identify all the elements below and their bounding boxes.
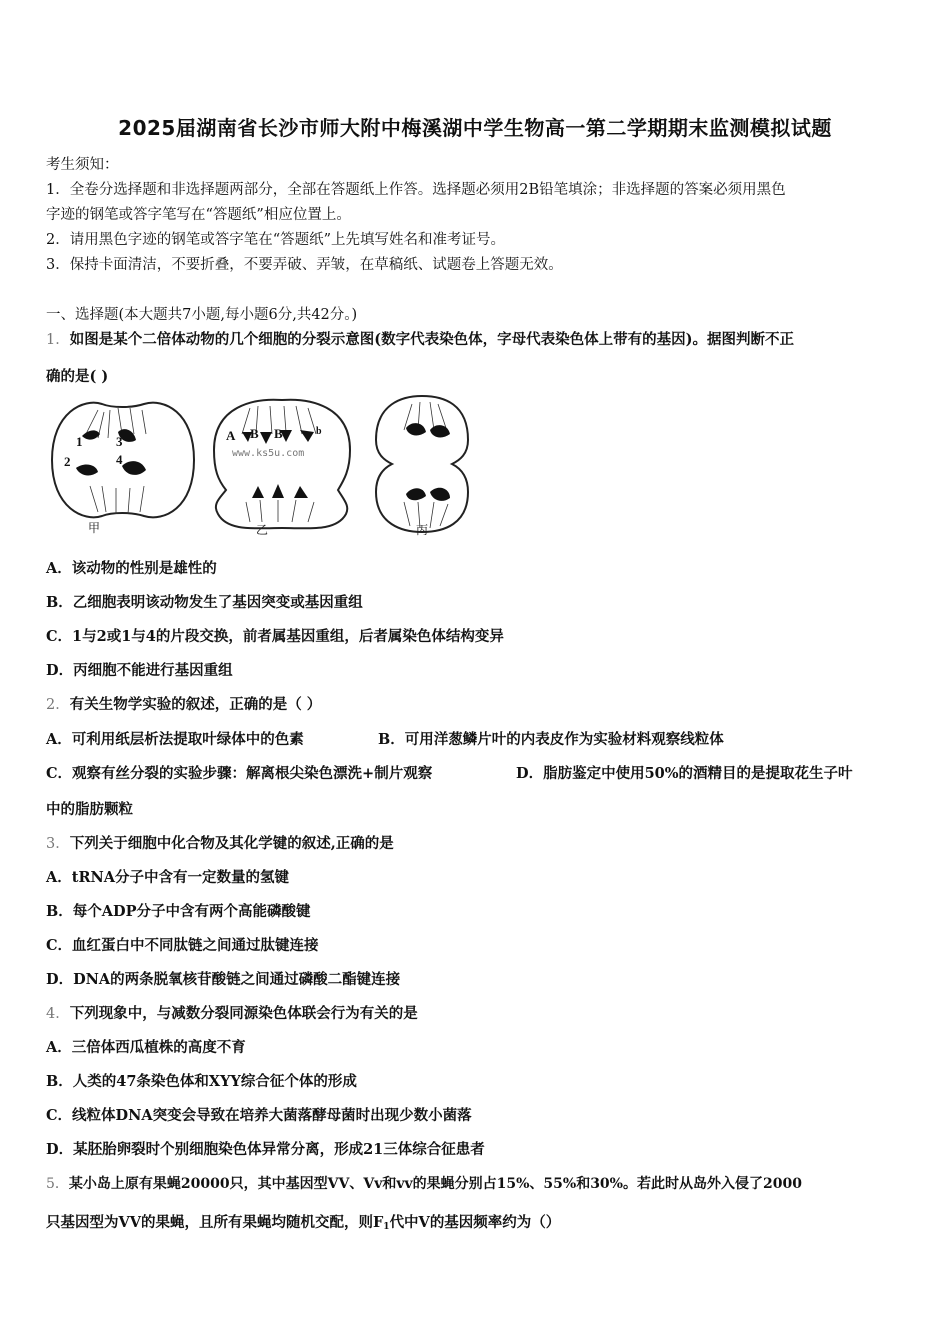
question-number: 2． — [46, 697, 70, 713]
section-heading: 一、选择题(本大题共7小题,每小题6分,共42分。) — [46, 307, 358, 323]
option: B．人类的47条染色体和XYY综合征个体的形成 — [46, 1073, 357, 1090]
question-2-stem: 2．有关生物学实验的叙述，正确的是（ ） — [46, 696, 322, 713]
option: C．线粒体DNA突变会导致在培养大菌落酵母菌时出现少数小菌落 — [46, 1107, 472, 1124]
watermark: www.ks5u.com — [232, 448, 305, 459]
gene-label: b — [316, 426, 322, 437]
cell-label-yi: 乙 — [256, 523, 269, 537]
question-1-stem: 1．如图是某个二倍体动物的几个细胞的分裂示意图(数字代表染色体，字母代表染色体上带有的基因)。据图判断不正 — [46, 331, 794, 348]
option: C．1与2或1与4的片段交换，前者属基因重组，后者属染色体结构变异 — [46, 628, 504, 645]
option: A．tRNA分子中含有一定数量的氢键 — [46, 869, 290, 886]
option: C．观察有丝分裂的实验步骤：解离根尖染色漂洗+制片观察 — [46, 765, 433, 782]
cell-label-bing: 丙 — [416, 523, 429, 537]
notice-header: 考生须知： — [46, 157, 119, 173]
gene-label: B — [250, 426, 259, 441]
chromosome-label: 2 — [64, 454, 71, 469]
chromosome-label: 3 — [116, 434, 123, 449]
question-1-stem-cont: 确的是( ) — [46, 368, 109, 385]
cell-diagram — [46, 394, 470, 540]
option: B．每个ADP分子中含有两个高能磷酸键 — [46, 903, 311, 920]
option: D．某胚胎卵裂时个别细胞染色体异常分离，形成21三体综合征患者 — [46, 1141, 485, 1158]
option: D．丙细胞不能进行基因重组 — [46, 662, 233, 679]
question-4-stem: 4．下列现象中，与减数分裂同源染色体联会行为有关的是 — [46, 1005, 418, 1022]
question-number: 4． — [46, 1006, 70, 1022]
cell-division-figure — [46, 394, 470, 540]
option: C．血红蛋白中不同肽链之间通过肽键连接 — [46, 937, 319, 954]
chromosome-label: 4 — [116, 452, 123, 467]
question-5-stem-cont: 只基因型为VV的果蝇，且所有果蝇均随机交配，则$F_1$代中V的基因频率约为（） — [46, 1214, 561, 1232]
notice-item: 2．请用黑色字迹的钢笔或答字笔在“答题纸”上先填写姓名和准考证号。 — [46, 232, 506, 248]
question-5-stem: 5．某小岛上原有果蝇20000只，其中基因型VV、Vv和vv的果蝇分别占15%、55%和30%。若此时从岛外入侵了2000 — [46, 1176, 802, 1192]
question-number: 3． — [46, 836, 70, 852]
notice-item: 1．全卷分选择题和非选择题两部分，全部在答题纸上作答。选择题必须用2B铅笔填涂；非选择题的答案必须用黑色 — [46, 182, 786, 198]
option: A．三倍体西瓜植株的高度不育 — [46, 1039, 246, 1056]
question-number: 1． — [46, 332, 70, 348]
option: A．该动物的性别是雄性的 — [46, 560, 217, 577]
option: B．乙细胞表明该动物发生了基因突变或基因重组 — [46, 594, 363, 611]
page-title: 2025届湖南省长沙市师大附中梅溪湖中学生物高一第二学期期末监测模拟试题 — [118, 116, 832, 140]
question-3-stem: 3．下列关于细胞中化合物及其化学键的叙述,正确的是 — [46, 835, 394, 852]
notice-item: 3．保持卡面清洁，不要折叠，不要弄破、弄皱，在草稿纸、试题卷上答题无效。 — [46, 257, 563, 273]
cell-label-jia: 甲 — [88, 521, 101, 535]
gene-label: A — [226, 428, 236, 443]
question-number: 5． — [46, 1176, 69, 1192]
option: D．DNA的两条脱氧核苷酸链之间通过磷酸二酯键连接 — [46, 971, 401, 988]
gene-label: B — [274, 426, 283, 441]
option: B．可用洋葱鳞片叶的内表皮作为实验材料观察线粒体 — [378, 731, 724, 748]
option: D．脂肪鉴定中使用50%的酒精目的是提取花生子叶 — [516, 765, 853, 782]
notice-item: 字迹的钢笔或答字笔写在“答题纸”相应位置上。 — [46, 207, 351, 223]
option: A．可利用纸层析法提取叶绿体中的色素 — [46, 731, 304, 748]
option-cont: 中的脂肪颗粒 — [46, 801, 133, 818]
chromosome-label: 1 — [76, 434, 83, 449]
